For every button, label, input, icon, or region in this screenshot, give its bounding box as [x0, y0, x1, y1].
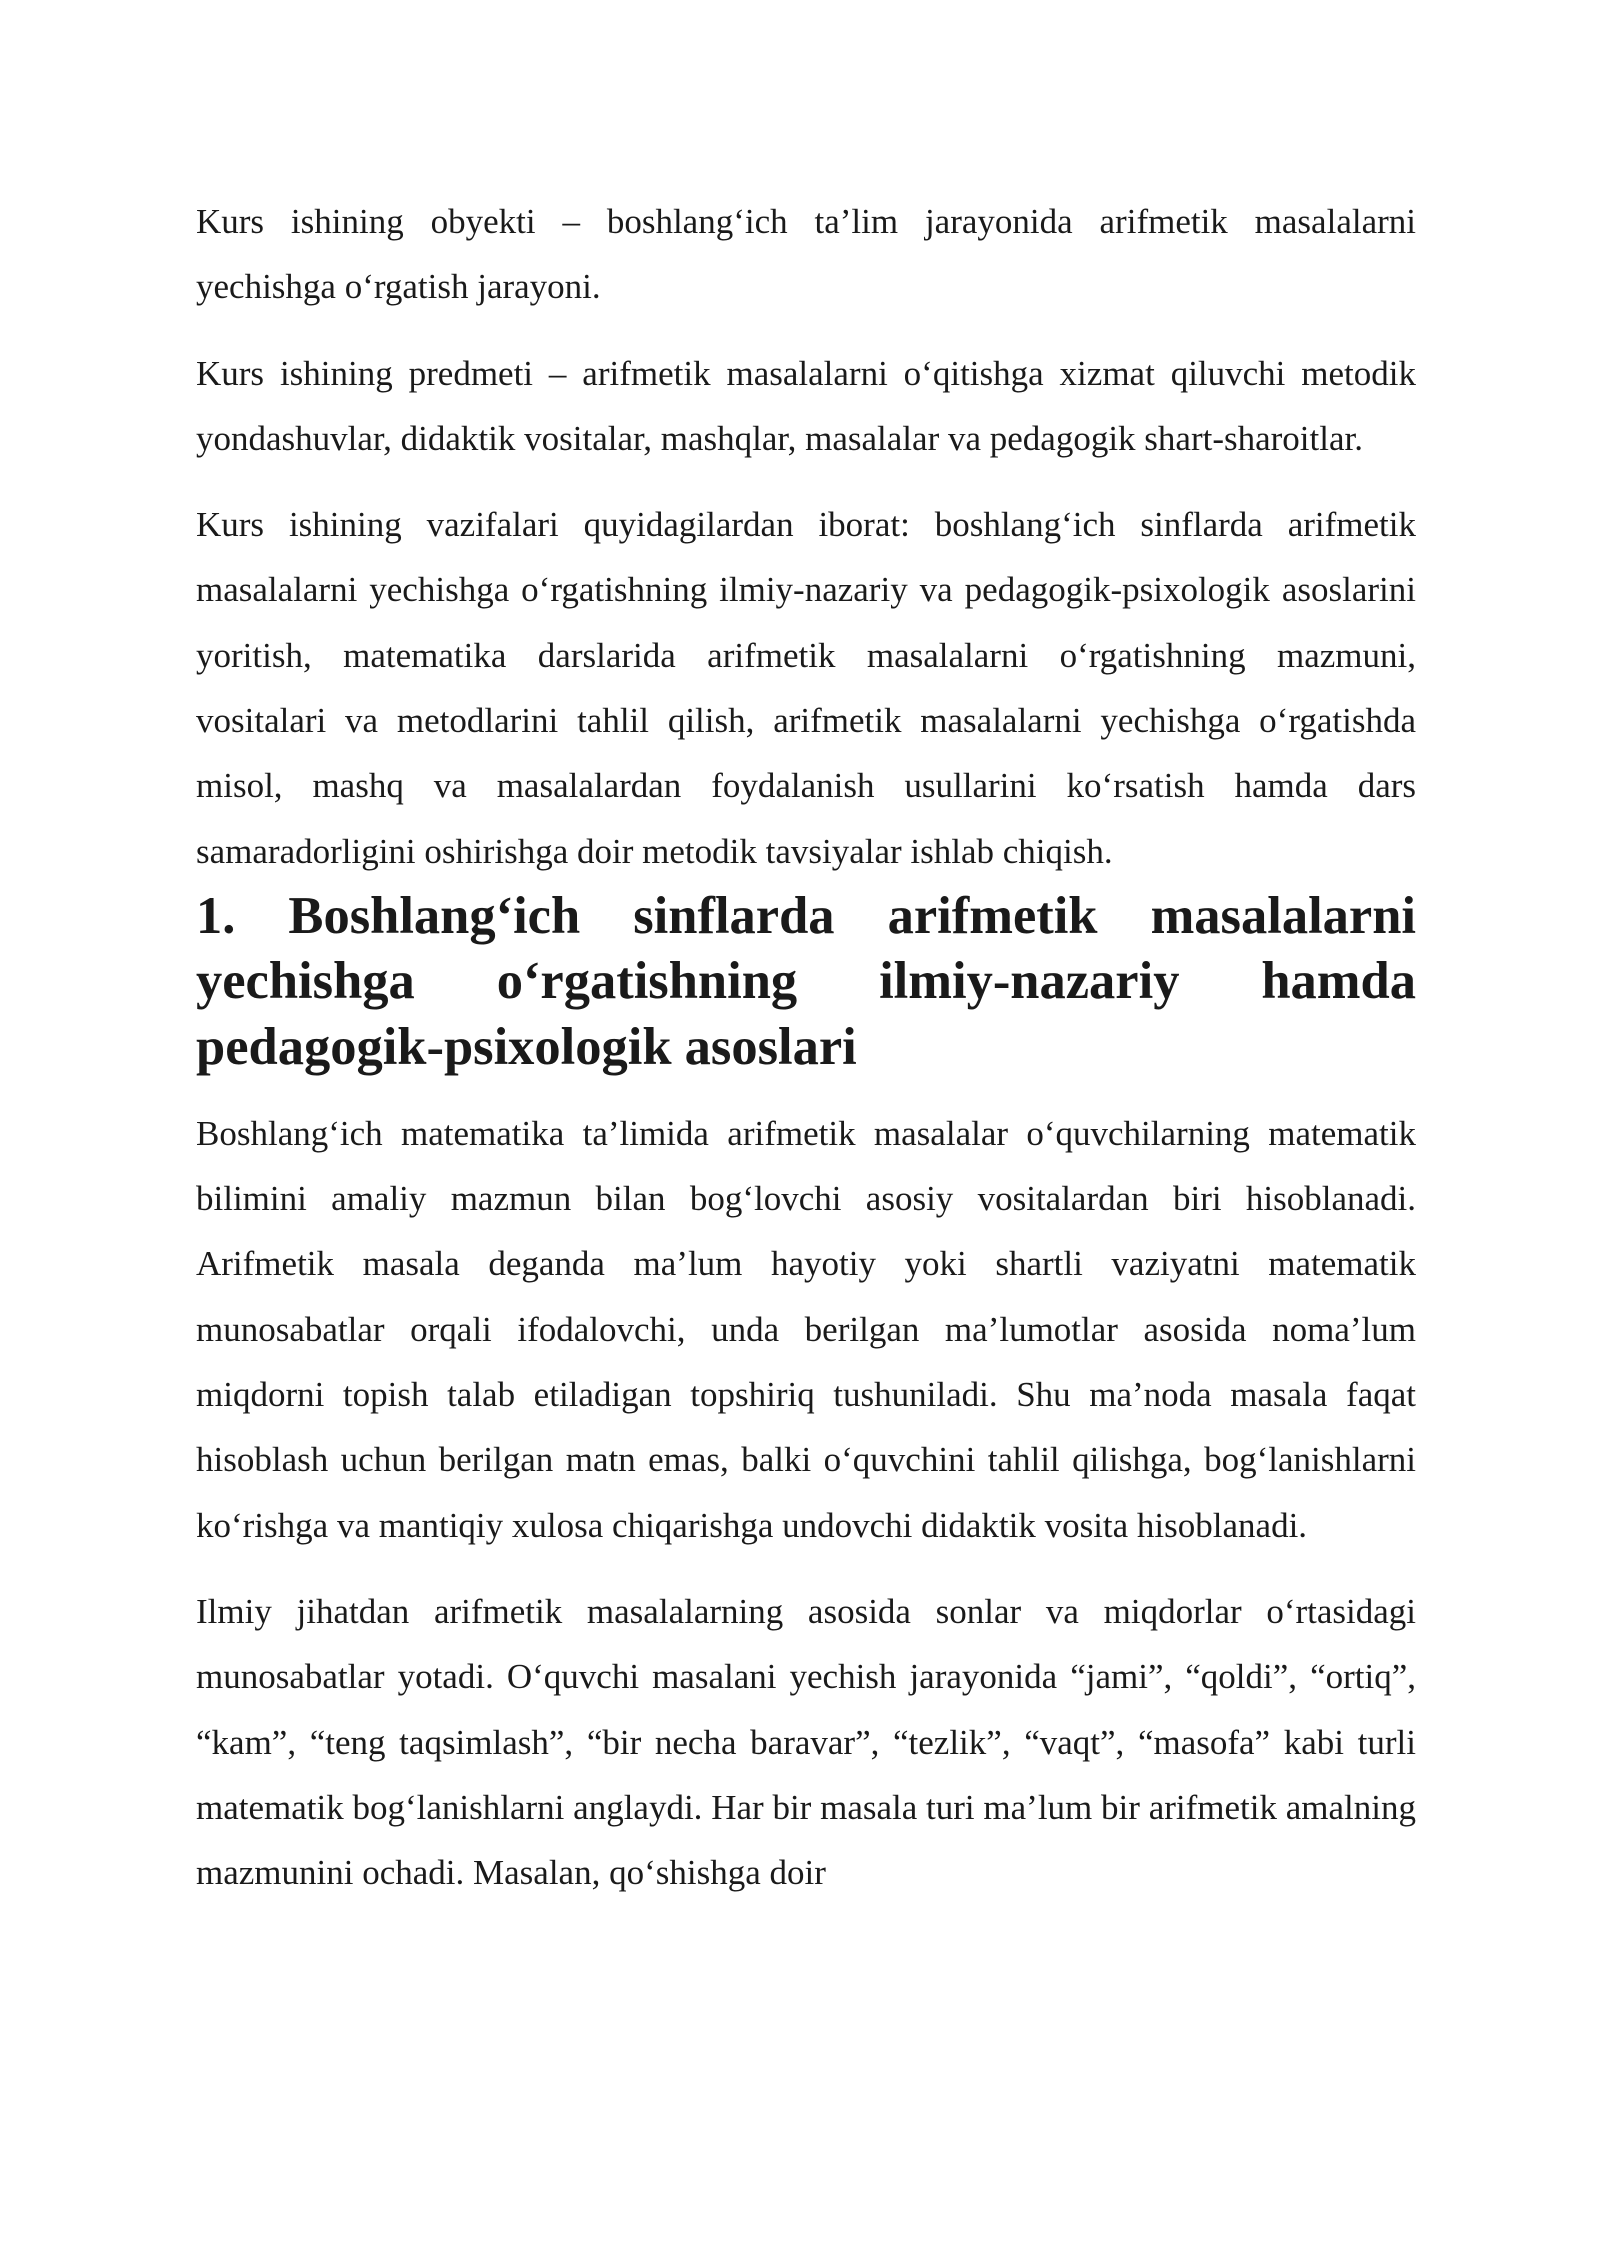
paragraph-object: Kurs ishining obyekti – boshlang‘ich ta’lim jarayonida arifmetik masalalarni yechishga o‘rgatish jarayoni.: [196, 202, 1416, 307]
paragraph-subject: Kurs ishining predmeti – arifmetik masalalarni o‘qitishga xizmat qiluvchi metodik yondashuvlar, didaktik vositalar, mashqlar, masalalar va pedagogik shart-sharoitlar.: [196, 353, 1416, 458]
section-heading: 1. Boshlang‘ich sinflarda arifmetik masalalarni yechishga o‘rgatishning ilmiy-nazariy hamda pedagogik-psixologik asoslari: [196, 886, 1416, 1076]
paragraph-tasks: Kurs ishining vazifalari quyidagilardan iborat: boshlang‘ich sinflarda arifmetik masalalarni yechishga o‘rgatishning ilmiy-nazariy va pedagogik-psixologik asoslarini yoritish, matematika darslarida arifmetik masalalarni o‘rgatishning mazmuni, vositalari va metodlarini tahlil qilish, arifmetik masalalarni yechishga o‘rgatishda misol, mashq va masalalardan foydalanish usullarini ko‘rsatish hamda dars samaradorligini oshirishga doir metodik tavsiyalar ishlab chiqish.: [196, 505, 1416, 871]
paragraph-section-2: Ilmiy jihatdan arifmetik masalalarning asosida sonlar va miqdorlar o‘rtasidagi munosabatlar yotadi. O‘quvchi masalani yechish jarayonida “jami”, “qoldi”, “ortiq”, “kam”, “teng taqsimlash”, “bir necha baravar”, “tezlik”, “vaqt”, “masofa” kabi turli matematik bog‘lanishlarni anglaydi. Har bir masala turi ma’lum bir arifmetik amalning mazmunini ochadi. Masalan, qo‘shishga doir: [196, 1591, 1416, 1893]
paragraph-section-1: Boshlang‘ich matematika ta’limida arifmetik masalalar o‘quvchilarning matematik bilimini amaliy mazmun bilan bog‘lovchi asosiy vositalardan biri hisoblanadi. Arifmetik masala deganda ma’lum hayotiy yoki shartli vaziyatni matematik munosabatlar orqali ifodalovchi, unda berilgan ma’lumotlar asosida noma’lum miqdorni topish talab etiladigan topshiriq tushuniladi. Shu ma’noda masala faqat hisoblash uchun berilgan matn emas, balki o‘quvchini tahlil qilishga, bog‘lanishlarni ko‘rishga va mantiqiy xulosa chiqarishga undovchi didaktik vosita hisoblanadi.: [196, 1113, 1416, 1545]
document-page: [196, 189, 1416, 1905]
